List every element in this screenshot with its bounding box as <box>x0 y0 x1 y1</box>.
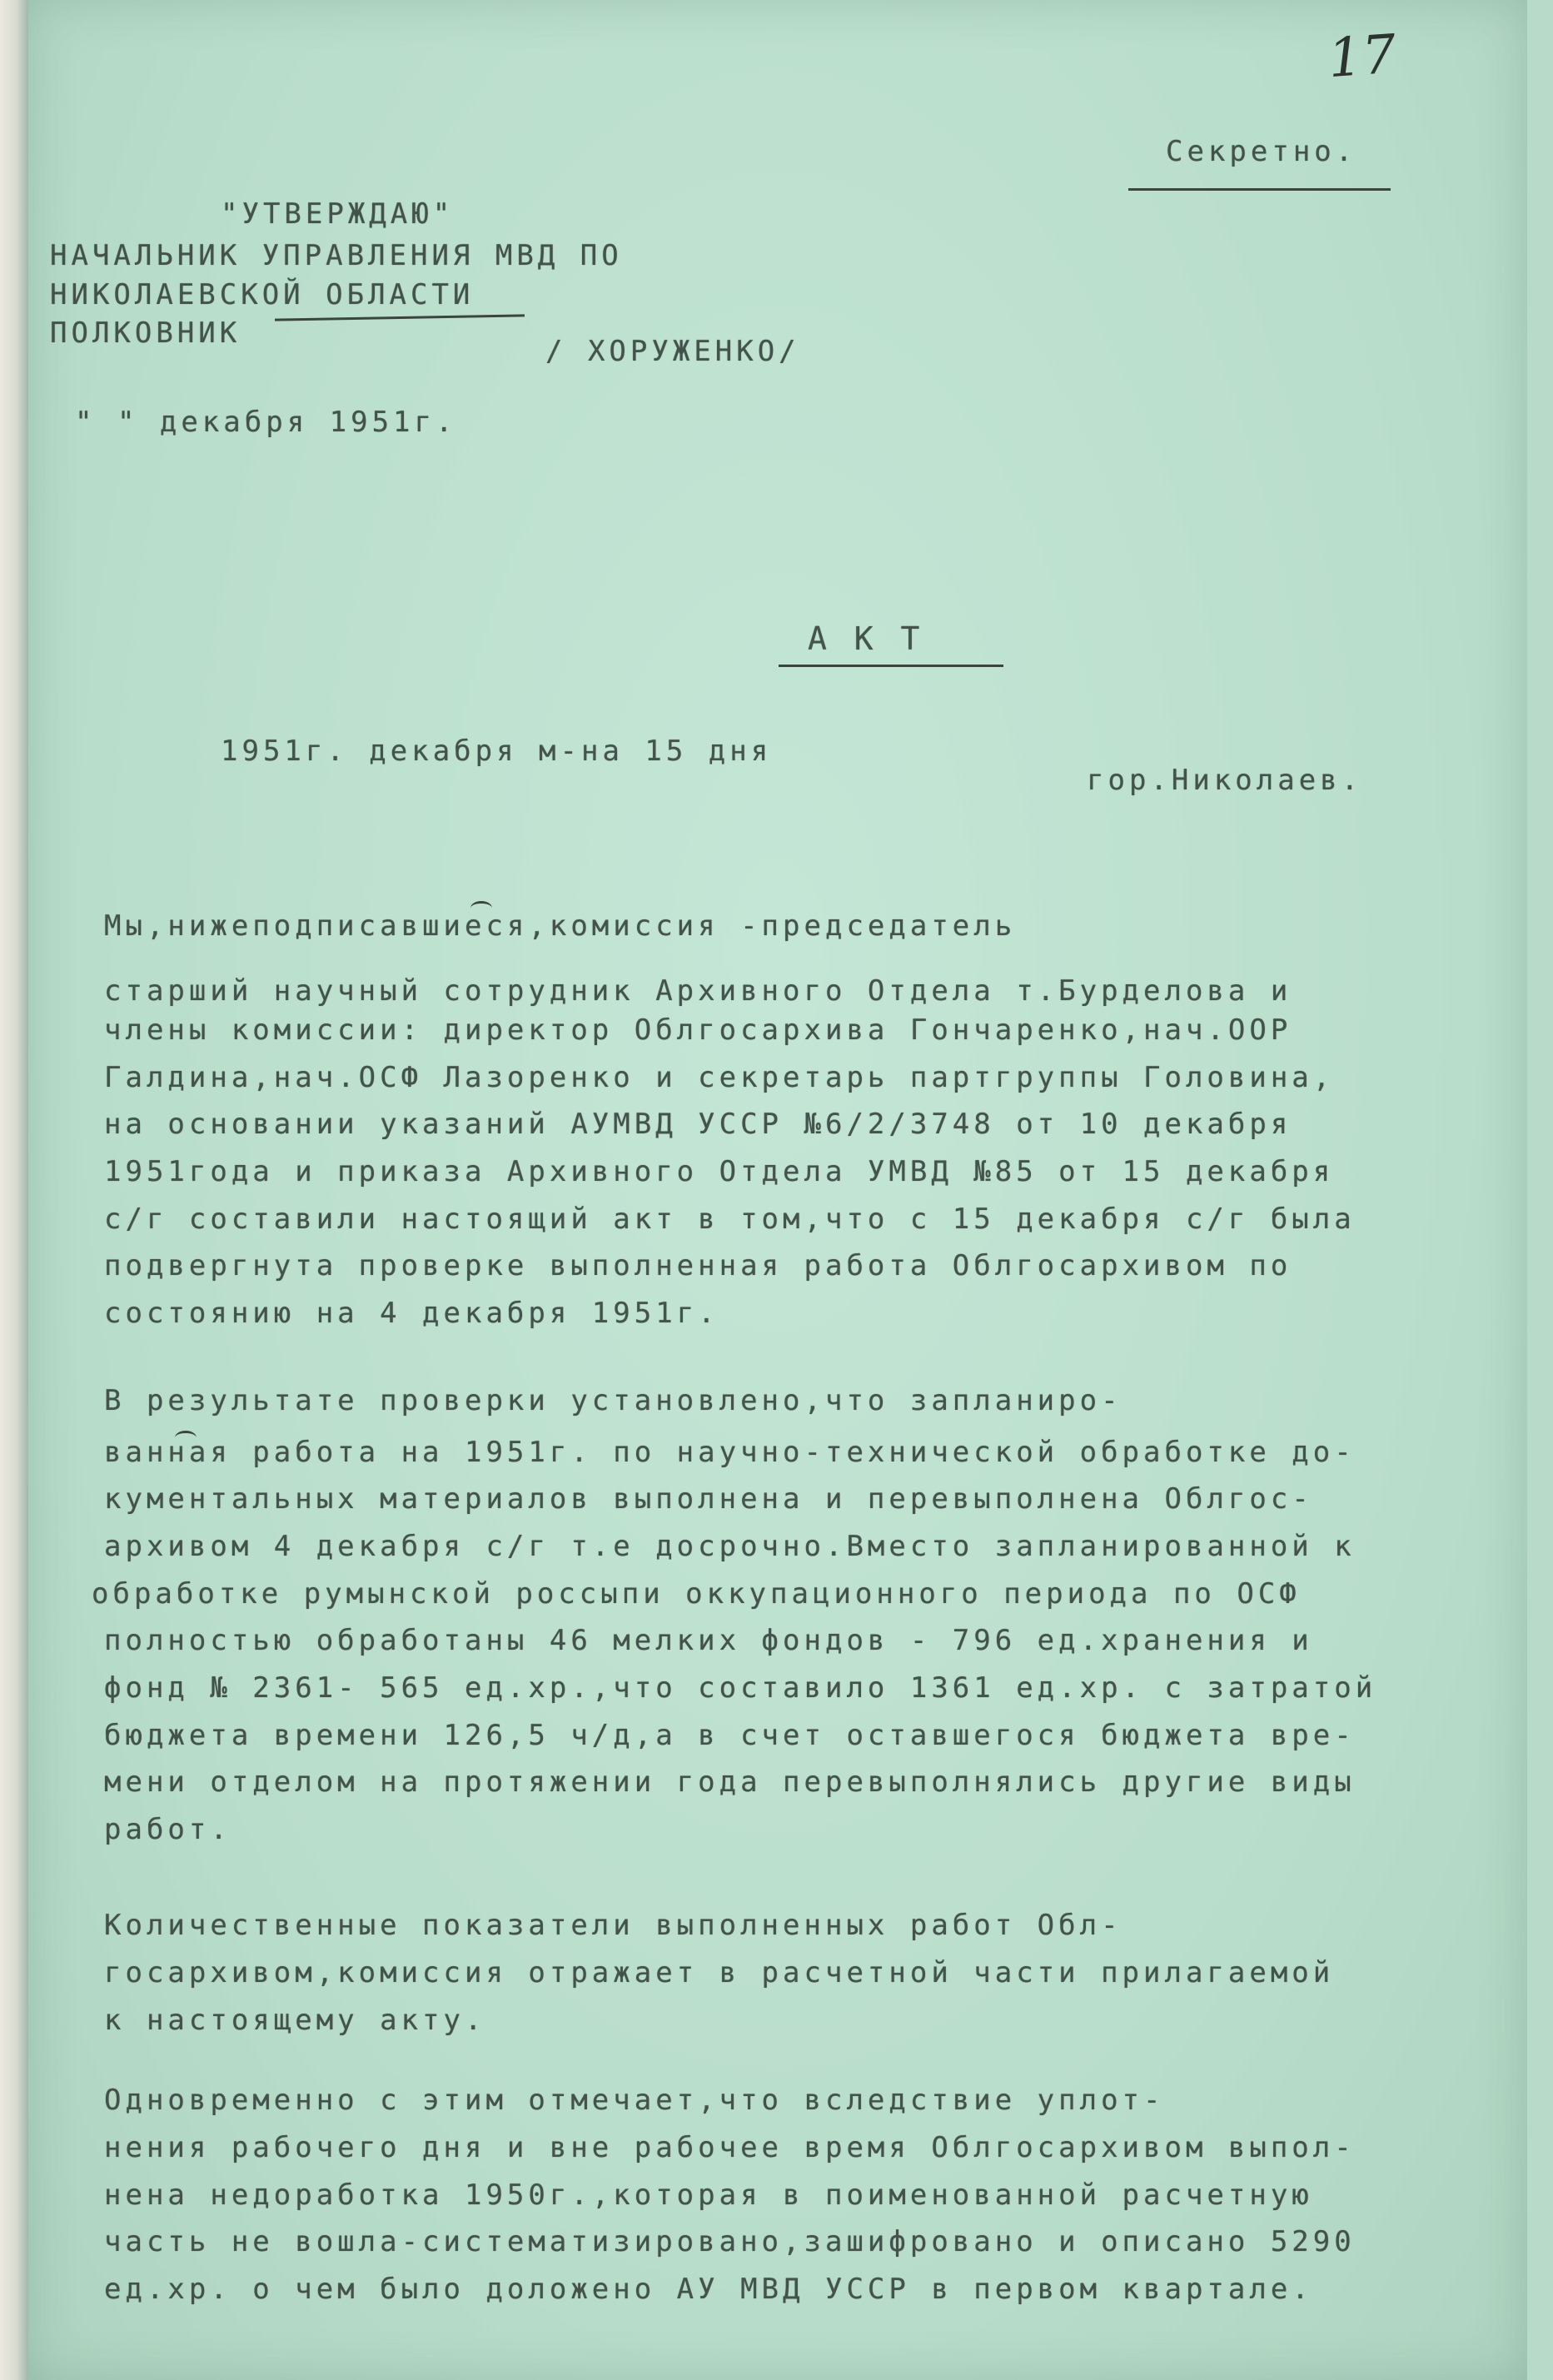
body-line: бюджета времени 126,5 ч/д,а в счет оставшегося бюджета вре- <box>104 1719 1356 1752</box>
body-line: члены комиссии: директор Облгосархива Гончаренко,нач.ООР <box>104 1013 1292 1047</box>
body-line: Мы,нижеподписавшиеся,комиссия -председатель <box>104 909 1017 943</box>
approval-date: " " декабря 1951г. <box>75 406 457 439</box>
body-line: состоянию на 4 декабря 1951г. <box>104 1297 719 1330</box>
body-line: архивом 4 декабря с/г т.е досрочно.Вместо запланированной к <box>104 1530 1356 1563</box>
body-line: Галдина,нач.ОСФ Лазоренко и секретарь партгруппы Головина, <box>104 1061 1335 1094</box>
body-line: с/г составили настоящий акт в том,что с 15 декабря с/г была <box>104 1202 1356 1236</box>
body-line: подвергнута проверке выполненная работа Облгосархивом по <box>104 1249 1292 1282</box>
body-line: 1951года и приказа Архивного Отдела УМВД №85 от 15 декабря <box>104 1155 1335 1188</box>
body-line: Одновременно с этим отмечает,что вследствие уплот- <box>104 2084 1165 2117</box>
document-title: А К Т <box>808 620 924 657</box>
body-line: старший научный сотрудник Архивного Отдела т.Бурделова и <box>104 974 1292 1008</box>
approval-signatory: / ХОРУЖЕНКО/ <box>545 335 800 368</box>
body-line: нения рабочего дня и вне рабочее время Облгосархивом выпол- <box>104 2131 1356 2164</box>
act-place: гор.Николаев. <box>1087 764 1363 797</box>
classification-stamp: Секретно. <box>1166 135 1357 168</box>
body-line: полностью обработаны 46 мелких фондов - 796 ед.хранения и <box>104 1624 1313 1657</box>
body-line: ед.хр. о чем было доложено АУ МВД УССР в первом квартале. <box>104 2273 1313 2306</box>
body-line: ванная работа на 1951г. по научно-технической обработке до- <box>104 1436 1356 1469</box>
body-line: часть не вошла-систематизировано,зашифровано и описано 5290 <box>104 2225 1356 2258</box>
body-line: госархивом,комиссия отражает в расчетной части прилагаемой <box>104 1956 1335 1989</box>
approval-heading: "УТВЕРЖДАЮ" <box>221 197 455 231</box>
approval-region: НИКОЛАЕВСКОЙ ОБЛАСТИ <box>50 278 475 311</box>
body-line: мени отделом на протяжении года перевыполнялись другие виды <box>104 1765 1356 1799</box>
body-line: на основании указаний АУМВД УССР №6/2/3748 от 10 декабря <box>104 1108 1292 1141</box>
body-line: обработке румынской россыпи оккупационного периода по ОСФ <box>92 1577 1301 1611</box>
body-line: кументальных материалов выполнена и перевыполнена Облгос- <box>104 1482 1313 1516</box>
body-line: В результате проверки установлено,что запланиро- <box>104 1384 1122 1417</box>
body-line: Количественные показатели выполненных работ Обл- <box>104 1909 1122 1942</box>
body-line: нена недоработка 1950г.,которая в поименованной расчетную <box>104 2178 1313 2212</box>
approval-position: НАЧАЛЬНИК УПРАВЛЕНИЯ МВД ПО <box>50 239 623 272</box>
classification-underline <box>1128 188 1391 191</box>
body-line: фонд № 2361- 565 ед.хр.,что составило 1361 ед.хр. с затратой <box>104 1671 1377 1705</box>
act-date: 1951г. декабря м-на 15 дня <box>221 734 773 768</box>
folio-number: 17 <box>1326 23 1398 91</box>
body-line: к настоящему акту. <box>104 2004 486 2037</box>
binding-fold <box>0 0 28 2380</box>
body-line: работ. <box>104 1813 231 1846</box>
approval-rank: ПОЛКОВНИК <box>50 316 241 350</box>
title-underline <box>779 665 1003 667</box>
